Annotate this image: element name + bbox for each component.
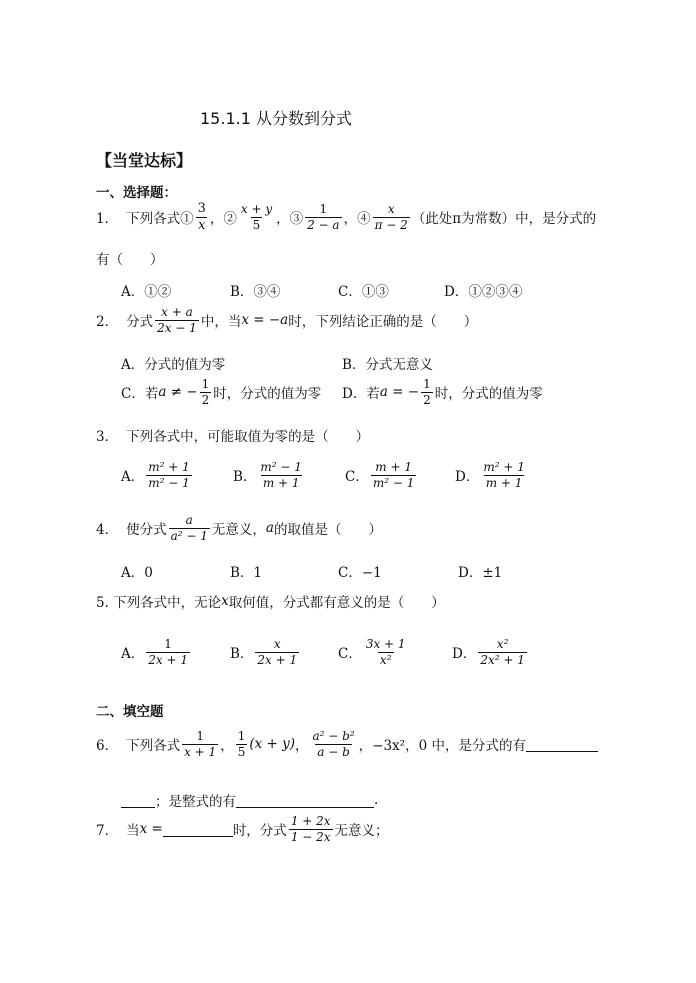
q4-option-d: D．±1 [458, 565, 503, 581]
q1-fraction-2: $\frac{x + y}{5}$ [240, 202, 273, 232]
q2-tail: 时，下列结论正确的是（ ） [288, 314, 478, 331]
q6-line-2-mid: ；是整式的有 [155, 794, 236, 810]
q2-fraction: $\frac{x + a}{2x - 1}$ [157, 305, 197, 335]
q3-option-b-fraction: $\frac{\text{m² − 1}}{m + 1}$ [260, 460, 302, 490]
q7-tail: 无意义； [334, 823, 389, 840]
q5-option-a-fraction: $\frac{1}{2x + 1}$ [148, 637, 188, 667]
q3-option-b [233, 461, 306, 489]
q4-tail: 的取值是（ ） [273, 522, 382, 539]
q2-option-c [121, 378, 321, 406]
q2-option-d-math: a = − [379, 384, 420, 401]
q6-number: 6． [96, 738, 119, 755]
q1-option-a: A．①② [121, 284, 172, 300]
q6-fraction-2: $\frac{1}{5}$ [237, 729, 246, 759]
q3-option-c [345, 461, 418, 489]
q5-option-d [452, 638, 529, 666]
q6-sep-1: ， [220, 738, 234, 755]
q7-mid: 时，分式 [232, 823, 287, 840]
q4-mid: 无意义， [211, 522, 266, 539]
q4-fraction: $\frac{a}{\text{a² − 1}}$ [170, 513, 208, 543]
q3-text: 下列各式中，可能取值为零的是（ ） [126, 429, 370, 445]
q2-option-d-fraction: $\frac{1}{2}$ [423, 377, 431, 407]
q2-option-a: A．分式的值为零 [121, 357, 226, 373]
q2-option-c-pre: C．若 [121, 386, 159, 403]
q1-sep-2: ，② [209, 211, 237, 228]
q2-option-d [342, 378, 543, 406]
q2-option-d-pre: D．若 [342, 386, 380, 403]
q5-text-post: 取何值，分式都有意义的是（ ） [228, 595, 445, 611]
q5-option-b-label: B． [230, 646, 254, 663]
q3-option-c-label: C． [345, 469, 369, 486]
question-2 [96, 306, 477, 334]
q5-option-a-label: A． [121, 646, 145, 663]
q5-option-d-label: D． [452, 646, 477, 663]
q1-number: 1． [96, 211, 119, 228]
part2-heading: 二、填空题 [96, 704, 164, 720]
q5-option-c-fraction: $\frac{3x + 1}{\text{x²}}$ [365, 637, 406, 667]
q2-mid: 中，当 [200, 314, 242, 331]
q6-sep-2: ， [295, 738, 309, 755]
q4-var: a [265, 520, 274, 537]
q4-number: 4． [96, 522, 119, 539]
q1-option-b: B．③④ [230, 284, 281, 300]
q6-fraction-3: $\frac{\text{a² − b²}}{a - b}$ [312, 729, 355, 759]
q6-fraction-2-tail: (x + y) [249, 736, 295, 753]
question-7 [96, 815, 389, 843]
q3-option-d [455, 461, 529, 489]
part1-heading: 一、选择题： [96, 185, 177, 201]
q2-option-b: B．分式无意义 [342, 357, 433, 373]
q3-option-c-fraction: $\frac{m + 1}{\text{m² − 1}}$ [372, 460, 415, 490]
q5-option-d-fraction: $\frac{\text{x²}}{\text{2x² + 1}}$ [480, 637, 525, 667]
q1-option-d: D．①②③④ [444, 284, 523, 300]
q5-option-c [338, 638, 410, 666]
q1-sep-4: ，④ [343, 211, 371, 228]
q6-lead: 下列各式 [126, 738, 181, 755]
question-6 [96, 730, 598, 758]
page-title: 15.1.1 从分数到分式 [200, 109, 352, 128]
q6-blank-3[interactable] [236, 793, 374, 808]
q1-option-c: C．①③ [338, 284, 389, 300]
question-5 [96, 591, 445, 611]
q6-tail: ，−3x²，0 中，是分式的有 [358, 738, 526, 755]
q1-fraction-1: $\frac{3}{x}$ [197, 201, 206, 233]
q2-option-d-post: 时，分式的值为零 [434, 386, 543, 403]
q5-option-b-fraction: $\frac{x}{2x + 1}$ [257, 637, 298, 667]
section-heading: 【当堂达标】 [96, 151, 193, 170]
q3-option-d-label: D． [455, 469, 480, 486]
q3-option-b-label: B． [233, 469, 257, 486]
question-4 [96, 514, 382, 542]
q2-number: 2． [96, 314, 119, 331]
q3-option-d-fraction: $\frac{\text{m² + 1}}{m + 1}$ [483, 460, 525, 490]
q6-blank-2[interactable] [121, 793, 155, 808]
q1-sep-3: ，③ [276, 211, 304, 228]
q7-lead: 当 [126, 823, 140, 840]
q7-fraction: $\frac{1 + 2x}{1 - 2x}$ [290, 814, 331, 844]
q6-fraction-1: $\frac{1}{x + 1}$ [184, 729, 217, 759]
q4-lead: 使分式 [126, 522, 167, 539]
q1-line-2: 有（ ） [96, 252, 164, 268]
q2-lead: 分式 [126, 314, 154, 331]
question-1 [96, 202, 596, 232]
q3-option-a [121, 461, 194, 489]
q5-option-a [121, 638, 192, 666]
q4-option-a: A．0 [121, 565, 153, 581]
q5-text-pre: 5. 下列各式中，无论 [96, 595, 222, 611]
q1-fraction-4: $\frac{x}{\pi - 2}$ [374, 202, 408, 232]
q6-line-2-end: . [374, 792, 379, 808]
q4-option-c: C．−1 [338, 565, 382, 581]
q2-option-c-math: a ≠ − [158, 384, 198, 401]
q1-tail: （此处π为常数）中，是分式的 [411, 211, 597, 228]
q1-lead: 下列各式① [126, 211, 194, 228]
q7-blank[interactable] [163, 822, 233, 837]
q3-option-a-label: A． [121, 469, 145, 486]
q2-option-c-fraction: $\frac{1}{2}$ [201, 377, 210, 407]
q5-var: x [221, 593, 229, 609]
q3-option-a-fraction: $\frac{\text{m² + 1}}{\text{m² − 1}}$ [148, 460, 190, 490]
q7-number: 7． [96, 823, 119, 840]
q4-option-b: B．1 [230, 565, 263, 581]
q6-line-2 [121, 790, 378, 810]
q5-option-c-label: C． [338, 646, 362, 663]
q2-option-c-post: 时，分式的值为零 [213, 386, 322, 403]
q7-var: x = [139, 821, 163, 838]
question-3 [96, 425, 369, 445]
q2-condition: x = −a [241, 312, 289, 329]
q6-blank-1[interactable] [526, 737, 598, 752]
q3-number: 3． [96, 429, 119, 445]
q5-option-b [230, 638, 301, 666]
q1-fraction-3: $\frac{1}{2 - a}$ [307, 202, 340, 232]
